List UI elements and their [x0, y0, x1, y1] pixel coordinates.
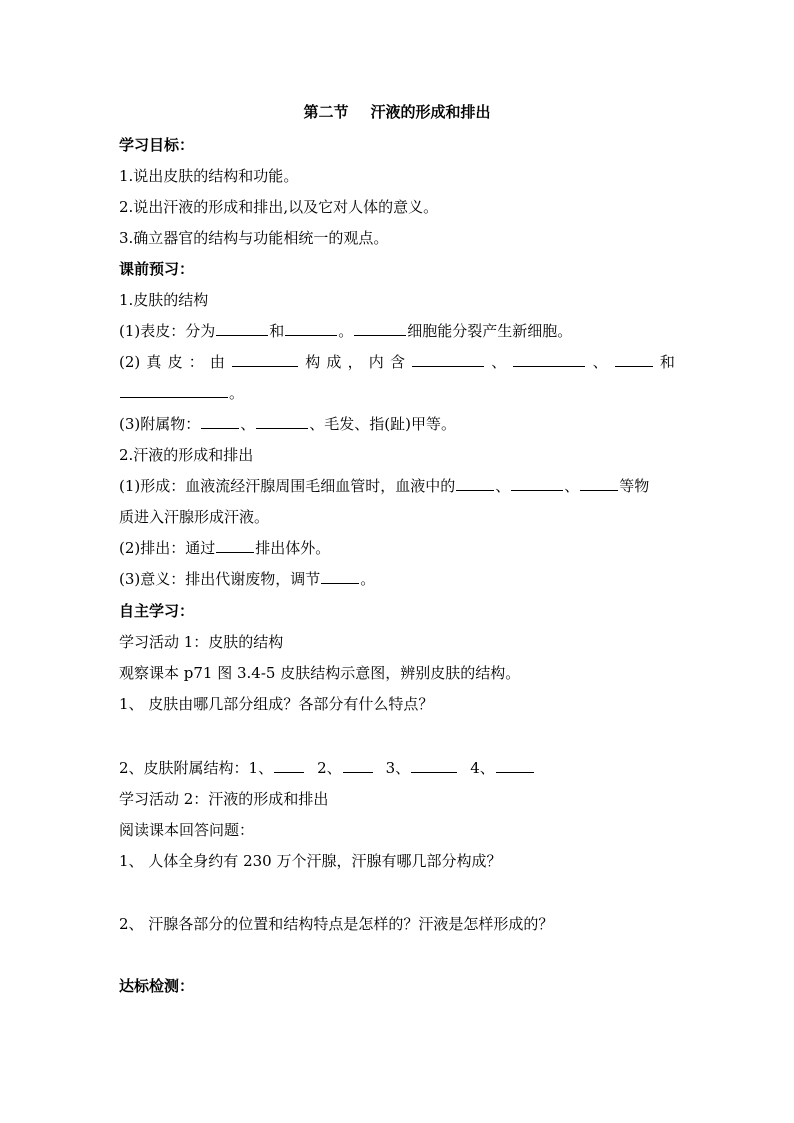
dermis-line: (2) 真 皮 ： 由 构 成 ， 内 含 、 、 和 [119, 353, 675, 371]
answer-blank[interactable] [120, 383, 228, 398]
answer-blank[interactable] [201, 414, 239, 429]
page-title [0, 102, 794, 122]
test-heading: 达标检测： [119, 977, 195, 995]
goals-heading: 学习目标： [119, 136, 195, 154]
answer-blank[interactable] [412, 352, 484, 367]
answer-blank[interactable] [256, 414, 308, 429]
appendages-line: (3)附属物： 、 、毛发、指(趾)甲等。 [119, 415, 456, 433]
self-study-heading: 自主学习： [119, 602, 195, 620]
activity2-title: 学习活动 2：汗液的形成和排出 [119, 790, 329, 808]
answer-blank[interactable] [456, 476, 494, 491]
activity2-question-1: 1、 人体全身约有 230 万个汗腺，汗腺有哪几部分构成？ [119, 852, 502, 870]
activity2-question-2: 2、 汗腺各部分的位置和结构特点是怎样的？汗液是怎样形成的？ [119, 915, 554, 933]
answer-blank[interactable] [511, 476, 563, 491]
excretion-line: (2)排出：通过 排出体外。 [119, 539, 331, 557]
answer-blank[interactable] [321, 569, 359, 584]
activity1-intro: 观察课本 p71 图 3.4-5 皮肤结构示意图，辨别皮肤的结构。 [119, 664, 521, 682]
preview-skin-structure-heading: 1.皮肤的结构 [119, 291, 209, 309]
answer-blank[interactable] [274, 758, 304, 773]
formation-line-continued: 质进入汗腺形成汗液。 [119, 508, 270, 526]
answer-blank[interactable] [411, 758, 457, 773]
formation-line: (1)形成：血液流经汗腺周围毛细血管时，血液中的 、 、 等物 [119, 477, 650, 495]
answer-blank[interactable] [216, 538, 254, 553]
answer-blank[interactable] [216, 321, 268, 336]
answer-blank[interactable] [580, 476, 618, 491]
activity1-question-1: 1、 皮肤由哪几部分组成？各部分有什么特点？ [119, 695, 434, 713]
goal-1: 1.说出皮肤的结构和功能。 [119, 167, 299, 185]
goal-2: 2.说出汗液的形成和排出,以及它对人体的意义。 [119, 198, 439, 216]
section-title: 汗液的形成和排出 [370, 103, 491, 121]
activity1-title: 学习活动 1：皮肤的结构 [119, 633, 284, 651]
answer-blank[interactable] [343, 758, 373, 773]
section-number: 第二节 [303, 103, 349, 121]
preview-sweat-heading: 2.汗液的形成和排出 [119, 446, 254, 464]
answer-blank[interactable] [232, 352, 298, 367]
goal-3: 3.确立器官的结构与功能相统一的观点。 [119, 229, 389, 247]
answer-blank[interactable] [285, 321, 337, 336]
preview-heading: 课前预习： [119, 260, 195, 278]
answer-blank[interactable] [354, 321, 406, 336]
dermis-line-continued: 。 [119, 383, 679, 403]
activity2-intro: 阅读课本回答问题： [119, 821, 255, 839]
epidermis-line: (1)表皮：分为 和 。 细胞能分裂产生新细胞。 [119, 322, 573, 340]
significance-line: (3)意义：排出代谢废物，调节 。 [119, 570, 376, 588]
answer-blank[interactable] [615, 352, 653, 367]
activity1-question-2: 2、皮肤附属结构：1、 2、 3、 4、 [119, 758, 679, 778]
answer-blank[interactable] [513, 352, 585, 367]
answer-blank[interactable] [496, 758, 534, 773]
